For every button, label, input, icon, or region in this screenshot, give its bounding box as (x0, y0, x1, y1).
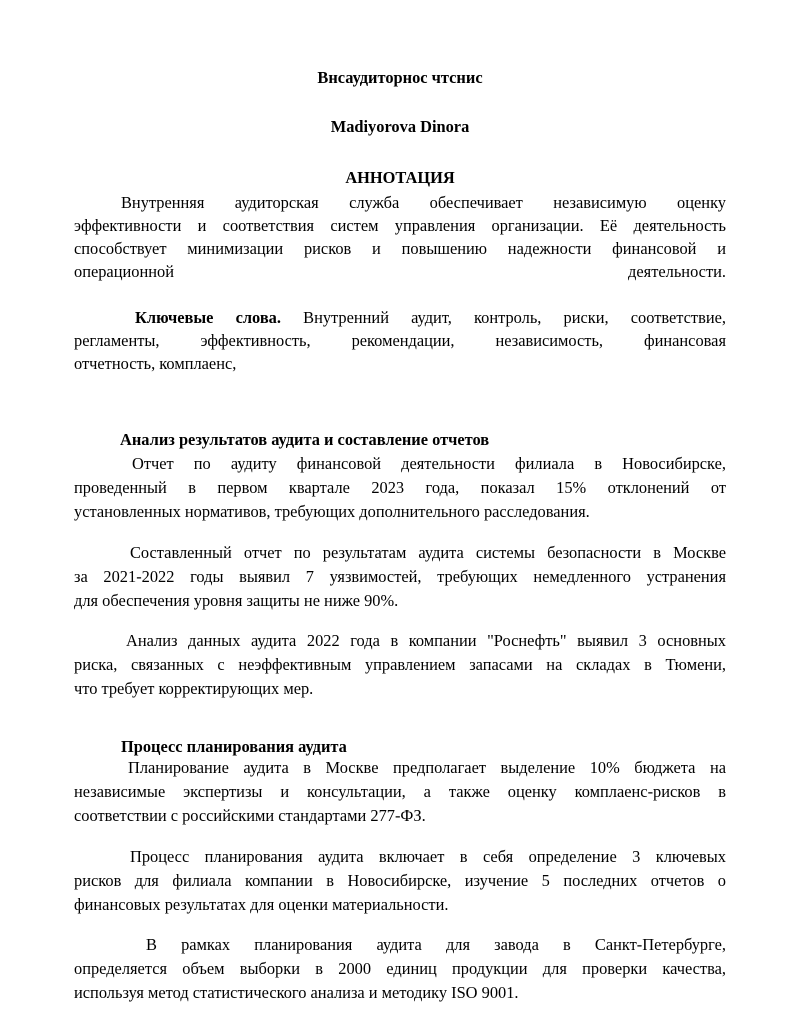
paragraph-line: определяется объем выборки в 2000 единиц продукции для проверки качества, (74, 959, 726, 978)
paragraph-line: соответствии с российскими стандартами 277-ФЗ. (74, 806, 426, 825)
keywords-text: Внутренний аудит, контроль, риски, соответствие, (303, 308, 726, 327)
document-title: Внсаудиторнос чтснис (317, 68, 483, 87)
paragraph-line: Процесс планирования аудита включает в себя определение 3 ключевых (130, 847, 726, 866)
paragraph-line: для обеспечения уровня защиты не ниже 90%. (74, 591, 399, 610)
paragraph-line: Анализ данных аудита 2022 года в компании "Роснефть" выявил 3 основных (126, 631, 726, 650)
annotation-line: Внутренняя аудиторская служба обеспечивает независимую оценку (121, 193, 726, 212)
paragraph-line: Составленный отчет по результатам аудита системы безопасности в Москве (130, 543, 726, 562)
annotation-line: способствует минимизации рисков и повышению надежности финансовой и (74, 239, 726, 258)
section-heading: Анализ результатов аудита и составление отчетов (120, 430, 490, 449)
paragraph-line: проведенный в первом квартале 2023 года, показал 15% отклонений от (74, 478, 726, 497)
paragraph-line: Планирование аудита в Москве предполагает выделение 10% бюджета на (128, 758, 726, 777)
paragraph-line: риска, связанных с неэффективным управлением запасами на складах в Тюмени, (74, 655, 726, 674)
annotation-line: эффективности и соответствия систем управления организации. Её деятельность (74, 216, 726, 235)
paragraph-line: за 2021-2022 годы выявил 7 уязвимостей, требующих немедленного устранения (74, 567, 726, 586)
keywords-line: регламенты, эффективность, рекомендации, независимость, финансовая (74, 331, 726, 350)
paragraph-line: установленных нормативов, требующих дополнительного расследования. (74, 502, 590, 521)
keywords-label: Ключевые слова. (135, 308, 281, 327)
annotation-heading: АННОТАЦИЯ (345, 168, 455, 187)
section-heading: Процесс планирования аудита (121, 737, 347, 756)
keywords-first-line (135, 306, 726, 329)
paragraph-line: что требует корректирующих мер. (74, 679, 314, 698)
author-name: Madiyorova Dinora (330, 117, 470, 136)
paragraph-line: рисков для филиала компании в Новосибирске, изучение 5 последних отчетов о (74, 871, 726, 890)
paragraph-line: Отчет по аудиту финансовой деятельности филиала в Новосибирске, (132, 454, 726, 473)
keywords-line: отчетность, комплаенс, (74, 354, 237, 373)
paragraph-line: используя метод статистического анализа и методику ISO 9001. (74, 983, 519, 1002)
paragraph-line: независимые экспертизы и консультации, а также оценку комплаенс-рисков в (74, 782, 726, 801)
paragraph-line: финансовых результатах для оценки материальности. (74, 895, 449, 914)
paragraph-line: В рамках планирования аудита для завода в Санкт-Петербурге, (146, 935, 726, 954)
annotation-line: операционной деятельности. (74, 262, 726, 281)
